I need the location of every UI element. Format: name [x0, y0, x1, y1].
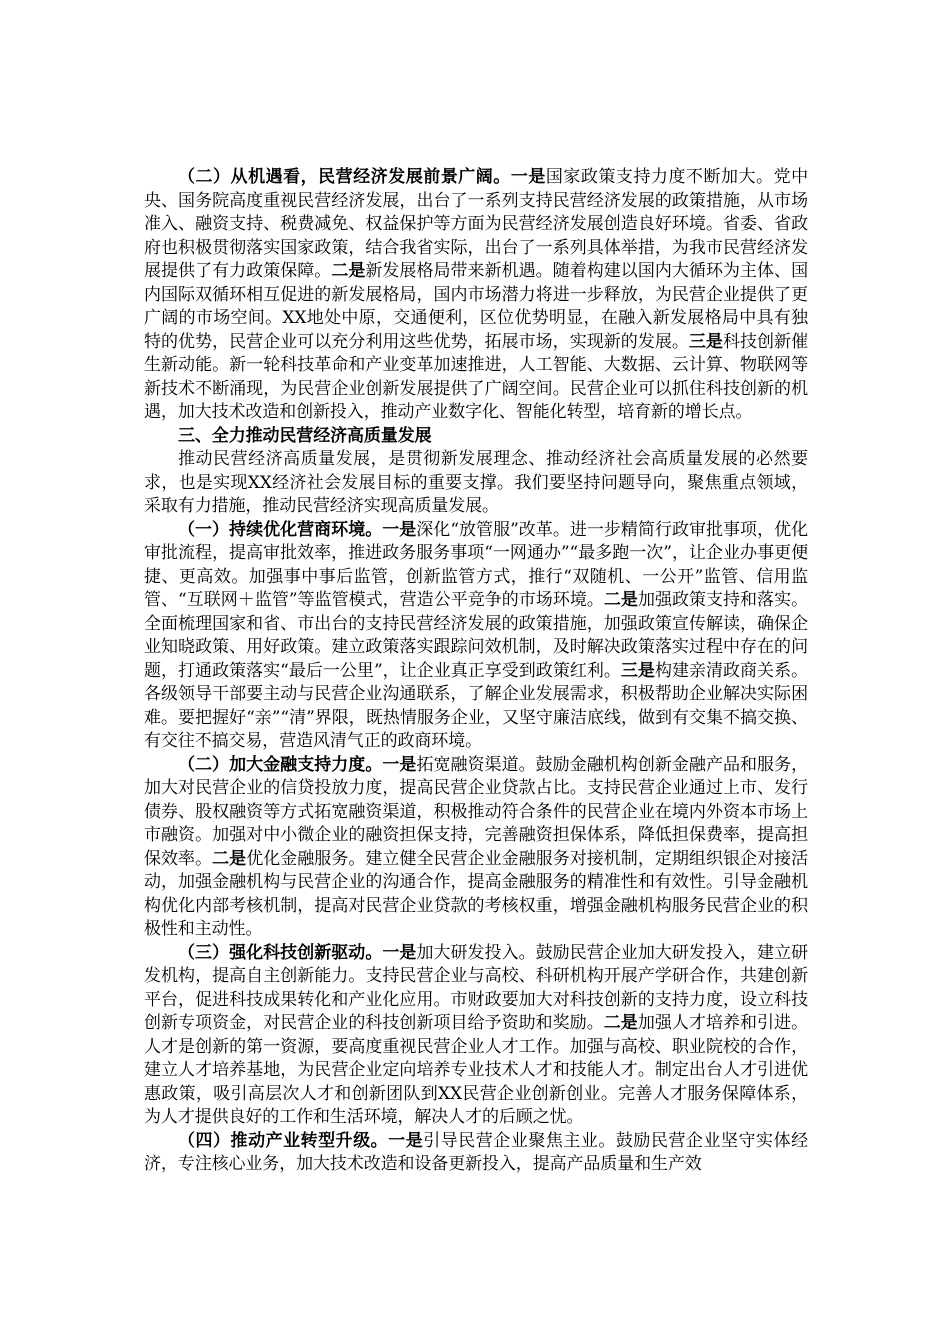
- paragraph-intro: [144, 448, 808, 519]
- paragraph-lead: （一）持续优化营商环境。一是: [178, 519, 417, 540]
- paragraph-text: 加强人才培养和引进。人才是创新的第一资源，要高度重视民营企业人才工作。加强与高校、职业院校的合作，建立人才培养基地，为民营企业定向培养专业技术人才和技能人才。制定出台人才引进优惠政策，吸引高层次人才和创新团队到XX民营企业创新创业。完善人才服务保障体系，为人才提供良好的工作和生活环境，解决人才的后顾之忧。: [144, 1013, 808, 1127]
- paragraph-industrial-upgrade: [144, 1130, 808, 1177]
- paragraph-opportunities: [144, 166, 808, 425]
- paragraph-lead: 二是: [603, 590, 638, 610]
- paragraph-lead: （二）加大金融支持力度。一是: [178, 754, 417, 775]
- paragraph-financial-support: [144, 754, 808, 942]
- paragraph-lead: 三是: [688, 331, 723, 352]
- paragraph-text: 国家政策支持力度不断加大。党中央、国务院高度重视民营经济发展，出台了一系列支持民营经济发展的政策措施，从市场准入、融资支持、税费减免、权益保护等方面为民营经济发展创造良好环境。省委、省政府也积极贯彻落实国家政策，结合我省实际，出台了一系列具体举措，为我市民营经济发展提供了有力政策保障。: [144, 167, 808, 281]
- section-heading: 三、全力推动民营经济高质量发展: [178, 425, 432, 446]
- paragraph-text: 加大研发投入。鼓励民营企业加大研发投入，建立研发机构，提高自主创新能力。支持民营企业与高校、科研机构开展产学研合作，共建创新平台，促进科技成果转化和产业化应用。市财政要加大对科技创新的支持力度，设立科技创新专项资金，对民营企业的科技创新项目给予资助和奖励。: [144, 942, 809, 1033]
- paragraph-text: 加强政策支持和落实。全面梳理国家和省、市出台的支持民营经济发展的政策措施，加强政策宣传解读，确保企业知晓政策、用好政策。建立政策落实跟踪问效机制，及时解决政策落实过程中存在的问题，打通政策落实“最后一公里”，让企业真正享受到政策红利。: [144, 590, 808, 681]
- paragraph-text: 引导民营企业聚焦主业。鼓励民营企业坚守实体经济，专注核心业务，加大技术改造和设备更新投入，提高产品质量和生产效: [144, 1130, 808, 1174]
- paragraph-text: 优化金融服务。建立健全民营企业金融服务对接机制，定期组织银企对接活动，加强金融机构与民营企业的沟通合作，提高金融服务的精准性和有效性。引导金融机构优化内部考核机制，提高对民营企业贷款的考核权重，增强金融机构服务民营企业的积极性和主动性。: [144, 848, 808, 939]
- paragraph-lead: （四）推动产业转型升级。一是: [178, 1130, 424, 1151]
- paragraph-lead: 三是: [620, 660, 655, 681]
- paragraph-text: 推动民营经济高质量发展，是贯彻新发展理念、推动经济社会高质量发展的必然要求，也是实现XX经济社会发展目标的重要支撑。我们要坚持问题导向，聚焦重点领域，采取有力措施，推动民营经济实现高质量发展。: [144, 449, 808, 516]
- paragraph-text: 构建亲清政商关系。各级领导干部要主动与民营企业沟通联系，了解企业发展需求，积极帮助企业解决实际困难。要把握好“亲”“清”界限，既热情服务企业，又坚守廉洁底线，做到有交集不搞交换、有交往不搞交易，营造风清气正的政商环境。: [144, 660, 808, 751]
- paragraph-lead: 二是: [603, 1013, 638, 1033]
- paragraph-business-environment: [144, 519, 808, 754]
- paragraph-text: 拓宽融资渠道。鼓励金融机构创新金融产品和服务，加大对民营企业的信贷投放力度，提高民营企业贷款占比。支持民营企业通过上市、发行债券、股权融资等方式拓宽融资渠道，积极推动符合条件的民营企业在境内外资本市场上市融资。加强对中小微企业的融资担保支持，完善融资担保体系，降低担保费率，提高担保效率。: [144, 754, 809, 869]
- paragraph-text: 新发展格局带来新机遇。随着构建以国内大循环为主体、国内国际双循环相互促进的新发展格局，国内市场潜力将进一步释放，为民营企业提供了更广阔的市场空间。XX地处中原，交通便利，区位优势明显，在融入新发展格局中具有独特的优势，民营企业可以充分利用这些优势，拓展市场，实现新的发展。: [144, 261, 808, 352]
- paragraph-lead: （三）强化科技创新驱动。一是: [178, 942, 417, 963]
- paragraph-text: 深化“放管服”改革。进一步精简行政审批事项，优化审批流程，提高审批效率，推进政务服务事项“一网通办”“最多跑一次”，让企业办事更便捷、更高效。加强事中事后监管，创新监管方式，推行“双随机、一公开”监管、信用监管、“互联网＋监管”等监管模式，营造公平竞争的市场环境。: [144, 519, 809, 610]
- paragraph-innovation: [144, 942, 808, 1130]
- paragraph-lead: 二是: [212, 848, 247, 869]
- paragraph-lead: （二）从机遇看，民营经济发展前景广阔。一是: [178, 167, 546, 187]
- paragraph-lead: 二是: [331, 261, 366, 281]
- paragraph-text: 科技创新催生新动能。新一轮科技革命和产业变革加速推进，人工智能、大数据、云计算、物联网等新技术不断涌现，为民营企业创新发展提供了广阔空间。民营企业可以抓住科技创新的机遇，加大技术改造和创新投入，推动产业数字化、智能化转型，培育新的增长点。: [144, 331, 808, 422]
- document-body: [144, 166, 808, 1177]
